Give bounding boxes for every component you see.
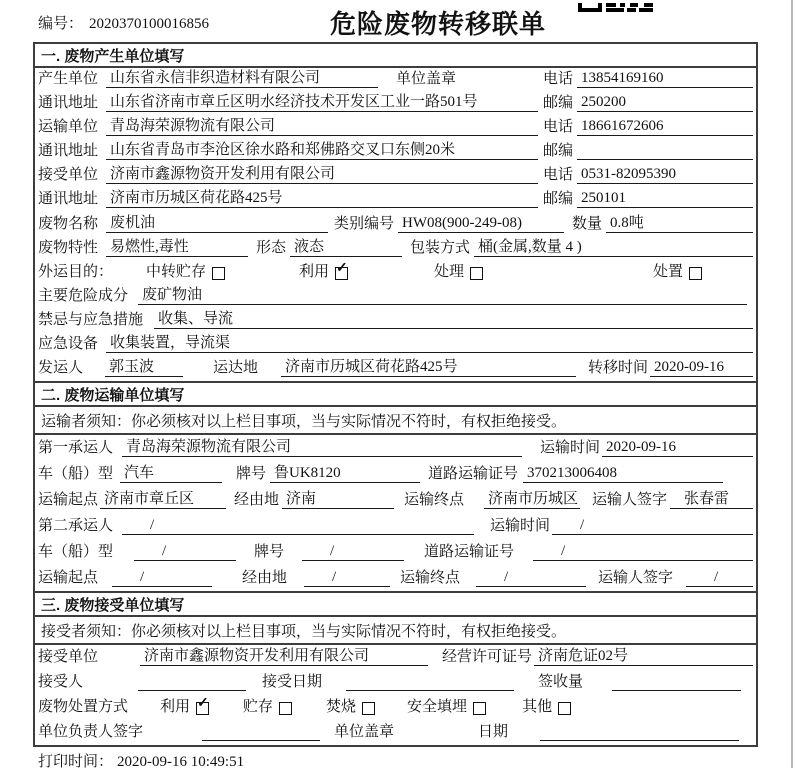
terminal1-value: 济南市历城区 bbox=[484, 487, 580, 509]
row-producer bbox=[35, 68, 756, 92]
zip2-value bbox=[577, 143, 753, 160]
origin2-label: 运输起点 bbox=[38, 570, 99, 586]
receive-person-label: 接受人 bbox=[38, 674, 84, 690]
print-time-label: 打印时间： bbox=[38, 754, 114, 770]
waste-name-label: 废物名称 bbox=[38, 215, 99, 232]
phone1-label: 电话 bbox=[543, 71, 574, 88]
row-disposal bbox=[35, 695, 756, 720]
purpose-dispose-label: 处置 bbox=[653, 263, 684, 280]
disposal-label: 废物处置方式 bbox=[38, 699, 129, 715]
license-value: 济南危证02号 bbox=[534, 644, 753, 666]
road1-value: 370213006408 bbox=[523, 465, 723, 483]
category-label: 类别编号 bbox=[334, 215, 395, 232]
terminal2-value: / bbox=[476, 569, 586, 587]
packing-label: 包装方式 bbox=[410, 239, 471, 256]
serial-number: 2020370100016856 bbox=[89, 16, 210, 32]
section3-body bbox=[35, 645, 756, 745]
purpose-treat-label: 处理 bbox=[434, 263, 465, 280]
section2-body bbox=[35, 435, 756, 591]
transfer-time-label: 转移时间 bbox=[588, 360, 649, 377]
vehicle2-label: 车（船）型 bbox=[38, 544, 114, 560]
manifest-form bbox=[33, 42, 758, 747]
character-value: 易燃性,毒性 bbox=[106, 235, 248, 257]
destination-value: 济南市历城区荷花路425号 bbox=[281, 355, 576, 377]
page-title: 危险废物转移联单 bbox=[329, 9, 546, 39]
form-label: 形态 bbox=[256, 239, 287, 256]
time2-value: / bbox=[552, 517, 753, 535]
receive-date-label: 接受日期 bbox=[262, 674, 323, 690]
disposal-other-label: 其他 bbox=[522, 699, 553, 715]
row-receive-unit bbox=[35, 645, 756, 670]
checkbox-disposal-use bbox=[196, 696, 209, 715]
vehicle2-value: / bbox=[134, 543, 236, 561]
checkbox-disposal-burn bbox=[362, 702, 375, 715]
road2-label: 道路运输证号 bbox=[424, 544, 515, 560]
disposal-use-label: 利用 bbox=[160, 699, 191, 715]
origin2-value: / bbox=[112, 569, 212, 587]
transporter-note-label: 运输者须知： bbox=[41, 413, 132, 430]
phone3-value: 0531-82095390 bbox=[577, 166, 753, 184]
taboo-value: 收集、导流 bbox=[154, 307, 753, 329]
receiver-note-label: 接受者须知： bbox=[41, 623, 132, 640]
purpose-use-label: 利用 bbox=[299, 263, 330, 280]
row-carrier1 bbox=[35, 435, 756, 461]
quantity-value: 0.8吨 bbox=[606, 211, 753, 233]
sign1-label: 运输人签字 bbox=[592, 492, 668, 508]
road2-value: / bbox=[533, 543, 753, 561]
producer-value: 山东省永信非织造材料有限公司 bbox=[106, 66, 378, 88]
row-hazard bbox=[35, 285, 756, 309]
license-label: 经营许可证号 bbox=[442, 649, 533, 665]
row-responsible-sign bbox=[35, 720, 756, 745]
zip3-value: 250101 bbox=[577, 190, 753, 208]
checkbox-purpose-transfer bbox=[212, 267, 225, 280]
addr2-value: 山东省青岛市李沧区徐水路和郑佛路交叉口东侧20米 bbox=[106, 138, 538, 160]
checkbox-disposal-other bbox=[558, 702, 571, 715]
phone2-label: 电话 bbox=[543, 119, 574, 136]
taboo-label: 禁忌与应急措施 bbox=[38, 311, 144, 328]
addr2-label: 通讯地址 bbox=[38, 143, 99, 160]
row-waste-character bbox=[35, 237, 756, 261]
checkbox-purpose-use bbox=[335, 260, 348, 280]
transporter-value: 青岛海荣源物流有限公司 bbox=[106, 114, 538, 136]
plate1-value: 鲁UK8120 bbox=[270, 461, 420, 483]
row-equipment bbox=[35, 333, 756, 357]
purpose-label: 外运目的： bbox=[38, 263, 114, 280]
sign1-value: 张春雷 bbox=[670, 487, 753, 509]
terminal2-label: 运输终点 bbox=[400, 570, 461, 586]
phone1-value: 13854169160 bbox=[577, 70, 753, 88]
section2-header: 二. 废物运输单位填写 bbox=[35, 381, 756, 407]
row-receiver bbox=[35, 164, 756, 188]
via1-value: 济南 bbox=[282, 487, 394, 509]
disposal-store-label: 贮存 bbox=[243, 699, 274, 715]
phone3-label: 电话 bbox=[543, 167, 574, 184]
unit-seal-label: 单位盖章 bbox=[396, 71, 457, 88]
via2-label: 经由地 bbox=[242, 570, 288, 586]
plate1-label: 牌号 bbox=[236, 466, 267, 482]
zip2-label: 邮编 bbox=[543, 143, 574, 160]
zip1-value: 250200 bbox=[577, 94, 753, 112]
receiver-label: 接受单位 bbox=[38, 167, 99, 184]
origin1-value: 济南市章丘区 bbox=[100, 487, 226, 509]
row-purpose bbox=[35, 261, 756, 285]
zip3-label: 邮编 bbox=[543, 191, 574, 208]
row-carrier2 bbox=[35, 513, 756, 539]
addr3-label: 通讯地址 bbox=[38, 191, 99, 208]
amount-value bbox=[612, 674, 741, 691]
section1-header: 一. 废物产生单位填写 bbox=[35, 44, 756, 68]
addr1-value: 山东省济南市章丘区明水经济技术开发区工业一路501号 bbox=[106, 90, 538, 112]
disposal-burn-label: 焚烧 bbox=[326, 699, 357, 715]
category-value: HW08(900-249-08) bbox=[398, 215, 564, 233]
row-route1 bbox=[35, 487, 756, 513]
receiver-value: 济南市鑫源物资开发利用有限公司 bbox=[106, 162, 538, 184]
row-vehicle1 bbox=[35, 461, 756, 487]
date2-value bbox=[540, 724, 739, 741]
section1-body bbox=[35, 68, 756, 381]
consignor-label: 发运人 bbox=[38, 360, 84, 377]
checkbox-disposal-landfill bbox=[473, 702, 486, 715]
vehicle1-label: 车（船）型 bbox=[38, 466, 114, 482]
checkbox-disposal-store bbox=[279, 702, 292, 715]
section3-note bbox=[35, 617, 756, 645]
row-vehicle2 bbox=[35, 539, 756, 565]
responsible-sign-label: 单位负责人签字 bbox=[38, 724, 144, 740]
sign2-value: / bbox=[686, 569, 753, 587]
row-producer-address bbox=[35, 92, 756, 116]
transporter-note-text: 你必须核对以上栏目事项，当与实际情况不符时，有权拒绝接受。 bbox=[131, 413, 567, 430]
checkbox-purpose-treat bbox=[470, 267, 483, 280]
time1-label: 运输时间 bbox=[540, 440, 601, 456]
row-taboo bbox=[35, 309, 756, 333]
sign2-label: 运输人签字 bbox=[598, 570, 674, 586]
plate2-label: 牌号 bbox=[254, 544, 285, 560]
row-transporter-address bbox=[35, 140, 756, 164]
section2-note bbox=[35, 407, 756, 435]
checkmark-icon: ✓ bbox=[336, 260, 348, 276]
phone2-value: 18661672606 bbox=[577, 118, 753, 136]
plate2-value: / bbox=[302, 543, 404, 561]
carrier1-value: 青岛海荣源物流有限公司 bbox=[122, 435, 522, 457]
via1-label: 经由地 bbox=[234, 492, 280, 508]
hazard-value: 废矿物油 bbox=[138, 283, 747, 305]
origin1-label: 运输起点 bbox=[38, 492, 99, 508]
addr3-value: 济南市历城区荷花路425号 bbox=[106, 186, 538, 208]
receive-person-value bbox=[138, 674, 246, 691]
row-receive-person bbox=[35, 670, 756, 695]
vehicle1-value: 汽车 bbox=[120, 461, 222, 483]
unit-seal2-label: 单位盖章 bbox=[334, 724, 395, 740]
waste-name-value: 废机油 bbox=[106, 211, 328, 233]
receive-unit-value: 济南市鑫源物资开发利用有限公司 bbox=[140, 644, 428, 666]
amount-label: 签收量 bbox=[538, 674, 584, 690]
row-receiver-address bbox=[35, 188, 756, 212]
character-label: 废物特性 bbox=[38, 239, 99, 256]
section3-header: 三. 废物接受单位填写 bbox=[35, 591, 756, 617]
receive-date-value bbox=[346, 674, 514, 691]
date2-label: 日期 bbox=[478, 724, 509, 740]
road1-label: 道路运输证号 bbox=[428, 466, 519, 482]
via2-value: / bbox=[304, 569, 390, 587]
destination-label: 运达地 bbox=[213, 360, 259, 377]
form-value: 液态 bbox=[290, 235, 402, 257]
time2-label: 运输时间 bbox=[490, 518, 551, 534]
row-route2 bbox=[35, 565, 756, 591]
page-edge-line bbox=[791, 0, 793, 768]
checkmark-icon: ✓ bbox=[197, 696, 209, 711]
transporter-label: 运输单位 bbox=[38, 119, 99, 136]
row-consignor bbox=[35, 357, 756, 381]
purpose-transfer-label: 中转贮存 bbox=[146, 263, 207, 280]
terminal1-label: 运输终点 bbox=[404, 492, 465, 508]
equipment-value: 收集装置，导流渠 bbox=[106, 331, 753, 353]
time1-value: 2020-09-16 bbox=[602, 439, 753, 457]
disposal-landfill-label: 安全填埋 bbox=[407, 699, 468, 715]
carrier2-label: 第二承运人 bbox=[38, 518, 114, 534]
print-time-value: 2020-09-16 10:49:51 bbox=[117, 754, 245, 770]
carrier2-value: / bbox=[122, 517, 474, 535]
equipment-label: 应急设备 bbox=[38, 335, 99, 352]
responsible-sign-value bbox=[202, 724, 320, 741]
serial-label: 编号： bbox=[38, 16, 84, 32]
producer-label: 产生单位 bbox=[38, 71, 99, 88]
packing-value: 桶(金属,数量 4 ) bbox=[474, 235, 753, 257]
row-transporter bbox=[35, 116, 756, 140]
zip1-label: 邮编 bbox=[543, 95, 574, 112]
row-waste-name bbox=[35, 212, 756, 236]
checkbox-purpose-dispose bbox=[689, 267, 702, 280]
transfer-time-value: 2020-09-16 bbox=[650, 359, 753, 377]
receive-unit-label: 接受单位 bbox=[38, 649, 99, 665]
hazard-label: 主要危险成分 bbox=[38, 287, 129, 304]
quantity-label: 数量 bbox=[572, 215, 603, 232]
addr1-label: 通讯地址 bbox=[38, 95, 99, 112]
carrier1-label: 第一承运人 bbox=[38, 440, 114, 456]
receiver-note-text: 你必须核对以上栏目事项，当与实际情况不符时，有权拒绝接受。 bbox=[131, 623, 567, 640]
consignor-value: 郭玉波 bbox=[105, 355, 183, 377]
